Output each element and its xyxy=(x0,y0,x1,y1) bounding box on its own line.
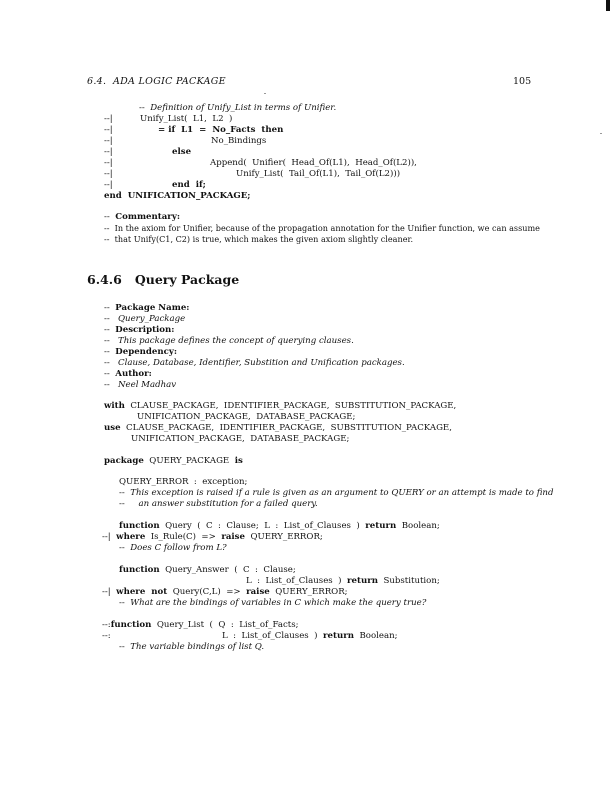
section-heading: 6.4.6 Query Package xyxy=(87,272,240,287)
code-line: end UNIFICATION_PACKAGE; xyxy=(104,191,251,201)
function-signature-cont: L : List_of_Clauses ) return Boolean; xyxy=(222,631,398,641)
with-clause-cont: UNIFICATION_PACKAGE, DATABASE_PACKAGE; xyxy=(137,412,356,422)
use-clause: use CLAUSE_PACKAGE, IDENTIFIER_PACKAGE, SUBSTITUTION_PACKAGE, xyxy=(104,423,452,433)
package-name-label: -- Package Name: xyxy=(104,303,190,313)
use-clause-cont: UNIFICATION_PACKAGE, DATABASE_PACKAGE; xyxy=(131,434,350,444)
page-number: 105 xyxy=(513,76,532,87)
comment-line: -- Does C follow from L? xyxy=(119,543,227,553)
commentary-heading: -- Commentary: xyxy=(104,212,180,222)
author-value: -- Neel Madhav xyxy=(104,380,177,390)
dependency-value: -- Clause, Database, Identifier, Substition and Unification packages. xyxy=(104,358,405,368)
comment-line: -- What are the bindings of variables in C which make the query true? xyxy=(119,598,427,608)
where-annotation: --| where Is_Rule(C) => raise QUERY_ERROR; xyxy=(102,532,323,542)
function-signature: function Query ( C : Clause; L : List_of_Clauses ) return Boolean; xyxy=(119,521,440,531)
code-line: No_Bindings xyxy=(211,136,267,146)
function-signature-cont: L : List_of_Clauses ) return Substitution; xyxy=(246,576,440,586)
running-header: 6.4. ADA LOGIC PACKAGE xyxy=(87,76,226,87)
comment-line: -- The variable bindings of list Q. xyxy=(119,642,265,652)
comment-line: -- an answer substitution for a failed query. xyxy=(119,499,318,509)
where-annotation: --| where not Query(C,L) => raise QUERY_ERROR; xyxy=(102,587,348,597)
description-value: -- This package defines the concept of querying clauses. xyxy=(104,336,354,346)
author-label: -- Author: xyxy=(104,369,152,379)
package-name-value: -- Query_Package xyxy=(104,314,186,324)
scan-edge-mark xyxy=(606,0,610,11)
annotation-prefix: --| xyxy=(104,114,113,124)
description-label: -- Description: xyxy=(104,325,175,335)
with-clause: with CLAUSE_PACKAGE, IDENTIFIER_PACKAGE, SUBSTITUTION_PACKAGE, xyxy=(104,401,457,411)
package-declaration: package QUERY_PACKAGE is xyxy=(104,456,243,466)
comment-line: -- This exception is raised if a rule is given as an argument to QUERY or an attempt is made to find xyxy=(119,488,554,498)
code-line: end if; xyxy=(172,180,206,190)
commentary-line: -- that Unify(C1, C2) is true, which makes the given axiom slightly cleaner. xyxy=(104,234,414,244)
annotation-prefix: --| xyxy=(104,180,113,190)
function-signature: --:function Query_List ( Q : List_of_Facts; xyxy=(102,620,299,630)
code-line: else xyxy=(172,147,192,157)
annotation-prefix: --| xyxy=(104,136,113,146)
scan-speck xyxy=(600,133,602,134)
comment-line: -- Definition of Unify_List in terms of Unifier. xyxy=(139,103,337,113)
code-line: Unify_List( Tail_Of(L1), Tail_Of(L2))) xyxy=(236,169,401,179)
annotation-prefix: --| xyxy=(104,158,113,168)
annotation-prefix: --| xyxy=(104,125,113,135)
annotation-prefix: --: xyxy=(102,631,111,641)
code-line: = if L1 = No_Facts then xyxy=(158,125,284,135)
annotation-prefix: --| xyxy=(104,169,113,179)
exception-declaration: QUERY_ERROR : exception; xyxy=(119,477,248,487)
dependency-label: -- Dependency: xyxy=(104,347,178,357)
scan-speck xyxy=(264,93,266,94)
code-line: Unify_List( L1, L2 ) xyxy=(140,114,233,124)
annotation-prefix: --| xyxy=(104,147,113,157)
code-line: Append( Unifier( Head_Of(L1), Head_Of(L2)), xyxy=(210,158,417,168)
commentary-line: -- In the axiom for Unifier, because of the propagation annotation for the Unifier function, we can assume xyxy=(104,223,540,233)
function-signature: function Query_Answer ( C : Clause; xyxy=(119,565,296,575)
